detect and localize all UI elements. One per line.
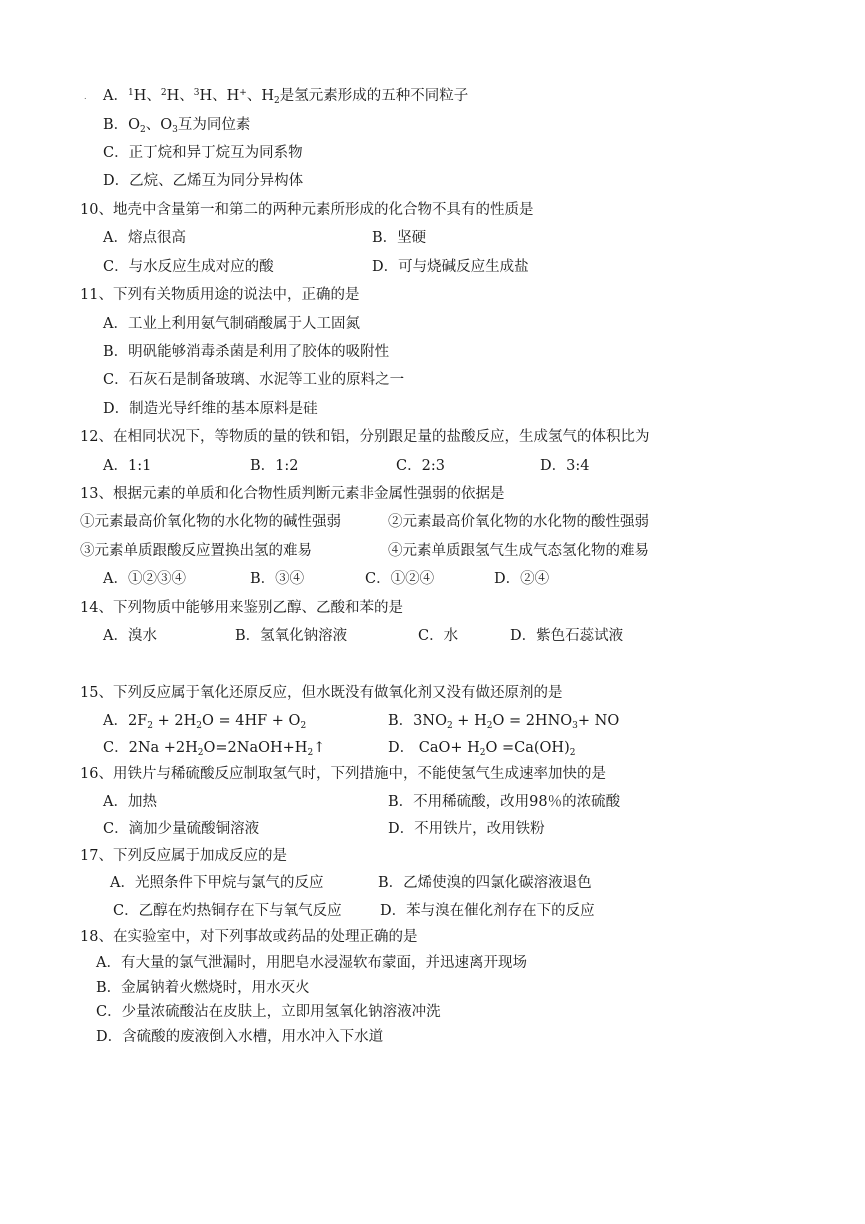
q10-option-d: D．可与烧碱反应生成盐 <box>372 259 529 275</box>
q16-option-c: C．滴加少量硫酸铜溶液 <box>103 821 260 837</box>
q12-option-c: C．2:3 <box>396 458 445 474</box>
q13-option-c: C．①②④ <box>365 571 435 587</box>
q14-option-a: A．溴水 <box>103 628 157 644</box>
q10-option-b: B．坚硬 <box>372 230 427 246</box>
q17-option-a: A．光照条件下甲烷与氯气的反应 <box>110 875 324 891</box>
q13-criterion-1: ①元素最高价氧化物的水化物的碱性强弱 <box>80 514 341 530</box>
q15-option-c: C．$2Na +2H_2O=2NaOH+H_2↑$ <box>103 740 326 758</box>
q14-option-d: D．紫色石蕊试液 <box>510 628 624 644</box>
q9-option-b: B．$O_2$、$O_3$互为同位素 <box>103 117 251 135</box>
q11-stem: 11、下列有关物质用途的说法中，正确的是 <box>80 287 360 303</box>
q15-option-b: B．$3NO_2 + H_2O = 2HNO_3+$ NO <box>388 713 620 731</box>
q11-option-d: D．制造光导纤维的基本原料是硅 <box>103 401 318 417</box>
q18-option-a: A．有大量的氯气泄漏时，用肥皂水浸湿软布蒙面，并迅速离开现场 <box>96 955 527 971</box>
q13-criterion-3: ③元素单质跟酸反应置换出氢的难易 <box>80 543 312 559</box>
q14-stem: 14、下列物质中能够用来鉴别乙醇、乙酸和苯的是 <box>80 600 403 616</box>
q17-option-d: D．苯与溴在催化剂存在下的反应 <box>380 903 595 919</box>
q12-option-b: B．1:2 <box>250 458 299 474</box>
q18-option-b: B．金属钠着火燃烧时，用水灭火 <box>96 980 310 996</box>
q12-option-a: A．1:1 <box>103 458 152 474</box>
q13-criterion-2: ②元素最高价氧化物的水化物的酸性强弱 <box>388 514 649 530</box>
q16-option-d: D．不用铁片，改用铁粉 <box>388 821 545 837</box>
q16-option-b: B．不用稀硫酸，改用98％的浓硫酸 <box>388 794 621 810</box>
q17-option-c: C．乙醇在灼热铜存在下与氧气反应 <box>113 903 342 919</box>
q9-option-a: A．$^1$H、$^2$H、$^3$H、H+、$H_2$是氢元素形成的五种不同粒子 <box>103 88 469 106</box>
q18-option-c: C．少量浓硫酸沾在皮肤上，立即用氢氧化钠溶液冲洗 <box>96 1004 441 1020</box>
q11-option-b: B．明矾能够消毒杀菌是利用了胶体的吸附性 <box>103 344 390 360</box>
q9-option-d: D．乙烷、乙烯互为同分异构体 <box>103 173 304 189</box>
q14-option-c: C．水 <box>418 628 459 644</box>
q13-stem: 13、根据元素的单质和化合物性质判断元素非金属性强弱的依据是 <box>80 486 505 502</box>
q11-option-c: C．石灰石是制备玻璃、水泥等工业的原料之一 <box>103 372 405 388</box>
q10-option-a: A．熔点很高 <box>103 230 186 246</box>
q16-stem: 16、用铁片与稀硫酸反应制取氢气时，下列措施中，不能使氢气生成速率加快的是 <box>80 766 606 782</box>
q15-stem: 15、下列反应属于氧化还原反应，但水既没有做氧化剂又没有做还原剂的是 <box>80 685 563 701</box>
q12-option-d: D．3:4 <box>540 458 590 474</box>
q13-option-d: D．②④ <box>494 571 550 587</box>
stray-dot: . <box>84 92 87 101</box>
q9-option-c: C．正丁烷和异丁烷互为同系物 <box>103 145 303 161</box>
q10-stem: 10、地壳中含量第一和第二的两种元素所形成的化合物不具有的性质是 <box>80 202 534 218</box>
q14-option-b: B．氢氧化钠溶液 <box>235 628 348 644</box>
q17-option-b: B．乙烯使溴的四氯化碳溶液退色 <box>378 875 592 891</box>
q13-option-a: A．①②③④ <box>103 571 186 587</box>
q16-option-a: A．加热 <box>103 794 157 810</box>
q13-criterion-4: ④元素单质跟氢气生成气态氢化物的难易 <box>388 543 649 559</box>
q13-option-b: B．③④ <box>250 571 305 587</box>
q15-option-a: A．$2F_2 + 2H_2O = 4HF + O_2$ <box>103 713 307 731</box>
q18-stem: 18、在实验室中，对下列事故或药品的处理正确的是 <box>80 929 418 945</box>
q17-stem: 17、下列反应属于加成反应的是 <box>80 848 287 864</box>
q12-stem: 12、在相同状况下，等物质的量的铁和铝，分别跟足量的盐酸反应，生成氢气的体积比为 <box>80 429 650 445</box>
q15-option-d: D． $CaO+ H_2O =Ca(OH)_2$ <box>388 740 576 758</box>
q18-option-d: D．含硫酸的废液倒入水槽，用水冲入下水道 <box>96 1029 384 1045</box>
q11-option-a: A．工业上利用氨气制硝酸属于人工固氮 <box>103 316 360 332</box>
q10-option-c: C．与水反应生成对应的酸 <box>103 259 274 275</box>
